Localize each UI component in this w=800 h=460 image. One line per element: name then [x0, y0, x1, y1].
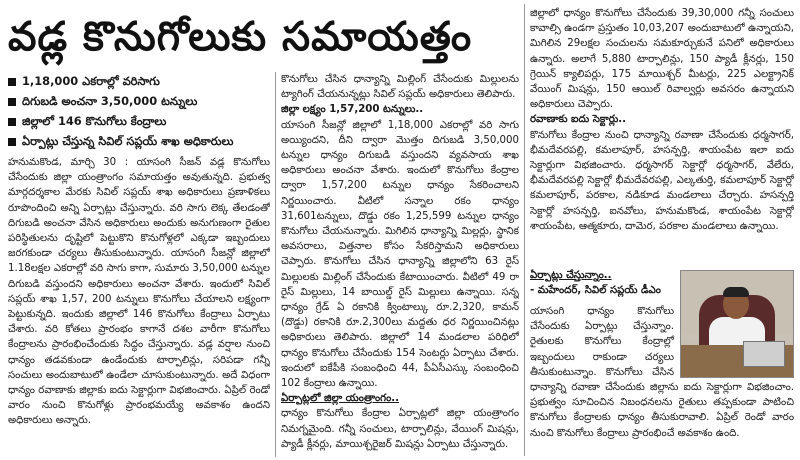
article-paragraph: కొనుగోలు చేసిన ధాన్యాన్ని మిల్లింగ్ చేసేందుకు మిల్లులను ట్యాగింగ్ చేయనున్నట్లు సివిల్ సప్లయ్ అధికారులు తెలిపారు. [281, 74, 519, 101]
article-column-3 [530, 6, 794, 268]
highlight-text: 1,18,000 ఎకరాల్లో వరిసాగు [22, 73, 160, 88]
highlight-item [8, 72, 270, 92]
article-body: హనుమకొండ, మార్చి 30 : యాసంగి సీజన్ వడ్ల కొనుగోలు చేసేందుకు జిల్లా యంత్రాంగం సమాయత్తం అవుతున్నది. ప్రభుత్వ మార్గదర్శకాల మేరకు సివిల్ సప్లయ్ శాఖ అధికారులు ప్రణాళికలు రూపొందించి అన్ని ఏర్పాట్లు చేస్తున్నారు. వరి సాగు లెక్క తేలడంతో దిగుబడి అంచనా వేసిన అధికారులు అందుకు అనుగుణంగా రైతుల పరిస్థితులను దృష్టిలో పెట్టుకొని కొనుగోళ్లలో ఎక్కడా ఇబ్బందులు జరగకుండా చర్యలు తీసుకుంటున్నారు. యాసంగి సీజన్లో జిల్లాలో 1.18లక్షల ఎకరాల్లో వరి సాగు కాగా, సుమారు 3,50,000 టన్నుల దిగుబడి వస్తుందని అధికారులు అంచనా వేశారు. ఇందులో సివిల్ సప్లయ్ శాఖ 1,57, 200 టన్నులు కొనుగోలు చేయాలని లక్ష్యంగా పెట్టుకున్నది. ఇందుకు జిల్లాలో 146 కొనుగోలు కేంద్రాలు ఏర్పాటు చేశారు. వరి కోతలు ప్రారంభం కాగానే దశల వారీగా కొనుగోలు కేంద్రాలను ప్రారంభించేందుకు సిద్ధం చేస్తున్నారు. వడ్ల వర్షాల నుంచి ధాన్యం తడవకుండా ఉండేందుకు టార్పాలిన్లు, సరిపడా గన్నీ సంచులు అందుబాటులో ఉండేలా చూసుకుంటున్నారు. అదే విధంగా ధాన్యం రవాణాకు జిల్లాకు ఐదు సెక్టార్లుగా విభజించారు. ఏప్రిల్ రెండో వారం నుంచి కొనుగోళ్లు ప్రారంభమయ్యే అవకాశం ఉందని అధికారులు అన్నారు. [8, 157, 270, 427]
bullet-square-icon [8, 118, 16, 126]
bullet-square-icon [8, 98, 16, 106]
column-divider [275, 72, 276, 457]
article-paragraph: యాసంగి ధాన్యం కొనుగోలు చేసేందుకు ఏర్పాట్లు చేస్తున్నాం. రైతులకు కొనుగోలు కేంద్రాల్లో ఇబ్బందులు రాకుండా చర్యలు తీసుకుంటున్నాం. కొనుగోలు చేసిన ధాన్యాన్ని రవాణా చేసేందుకు జిల్లాను ఐదు సెక్టార్లుగా విభజించాం. ప్రభుత్వం సూచించిన నిబంధనలను రైతులు తప్పకుండా పాటించి కొనుగోలు కేంద్రాలకు ధాన్యం తీసుకురావాలి. ఏప్రిల్ రెండో వారం నుంచి కొనుగోలు కేంద్రాలు ప్రారంభించే అవకాశం ఉంది. [530, 306, 794, 439]
quote-text [530, 304, 794, 456]
article-column-2 [281, 72, 519, 456]
highlights-list [8, 72, 270, 152]
highlight-item [8, 92, 270, 112]
subheading: జిల్లా లక్ష్యం 1,57,200 టన్నులు.. [281, 104, 424, 116]
byline: - మహేందర్, సివిల్ సప్లయ్ డీఎం [530, 285, 661, 297]
bullet-square-icon [8, 78, 16, 86]
bullet-square-icon [8, 138, 16, 146]
subheading: రవాణాకు ఐదు సెక్టార్లు.. [530, 114, 627, 126]
highlight-item [8, 112, 270, 132]
article-paragraph: యాసంగి సీజన్లో జిల్లాలో 1,18,000 ఎకరాల్లో వరి సాగు అయ్యిందని, దీని ద్వారా మొత్తం దిగుబడి 3,50,000 టన్నుల ధాన్యం దిగుబడి వస్తుందని వ్యవసాయ శాఖ అధికారులు అంచనా వేశారు. ఇందులో కొనుగోలు కేంద్రాల ద్వారా 1,57,200 టన్నుల ధాన్యం సేకరించాలని నిర్ణయించారు. వీటిలో సన్నాల రకం ధాన్యం 31,601టన్నులు, దొడ్డు రకం 1,25,599 టన్నుల ధాన్యం కొనుగోలు చేయనున్నారు. మిగిలిన ధాన్యాన్ని మిల్లర్లు, స్థానిక అవసరాలు, విత్తనాల కోసం సేకరిస్తామని అధికారులు చెప్పారు. కొనుగోలు చేసిన ధాన్యాన్ని జిల్లాలోని 63 రైస్ మిల్లులకు మిల్లింగ్ చేసేందుకు కేటాయించారు. వీటిలో 49 రా రైస్ మిల్లులు, 14 బాయిల్డ్ రైస్ మిల్లులు ఉన్నాయి. సన్న ధాన్యం గ్రేడ్ ఏ రకానికి క్వింటాల్కు రూ.2,320, కామన్ (దొడ్డు) రకానికి రూ.2,300లు మద్దతు ధర నిర్ణయించినట్లు అధికారులు తెలిపారు. జిల్లాలో 14 మండలాల పరిధిలో ధాన్యం కొనుగోలు చేసేందుకు 154 సెంటర్లు ఏర్పాటు చేశారు. ఇందులో ఐకేపీకి సంబంధించి 44, పీఏసీఎస్కు సంబంధించి 102 కేంద్రాలు ఉన్నాయి. [281, 119, 519, 390]
article-column-1 [8, 155, 270, 455]
highlight-text: దిగుబడి అంచనా 3,50,000 టన్నులు [22, 93, 198, 108]
headline: వడ్ల కొనుగోలుకు సమాయత్తం [8, 14, 473, 60]
highlight-text: జిల్లాలో 146 కొనుగోలు కేంద్రాలు [22, 113, 167, 128]
highlight-item [8, 132, 270, 152]
column-divider [524, 4, 525, 456]
highlight-text: ఏర్పాట్లు చేస్తున్న సివిల్ సప్లయ్ శాఖ అధికారులు [22, 133, 234, 148]
article-paragraph: ధాన్యం కొనుగోలు కేంద్రాల ఏర్పాట్లలో జిల్లా యంత్రాంగం నిమగ్నమైంది. గన్నీ సంచులు, టార్పాలిన్లు, వేయింగ్ మిషన్లు, ప్యాడీ క్లీనర్లు, మాయిశ్చరైజర్ మిషన్లు ఏర్పాటు చేస్తున్నారు. [281, 408, 519, 450]
article-paragraph: కొనుగోలు కేంద్రాల నుంచి ధాన్యాన్ని రవాణా చేసేందుకు ధర్మసాగర్, భీమదేవరపల్లి, కమలాపూర్, హసన్పర్తి, శాయంపేట ఇలా ఐదు సెక్టార్లుగా విభజించారు. ధర్మసాగర్ సెక్టార్లో ధర్మసాగర్, వేలేరు, భీమదేవరపల్లి సెక్టార్లో భీమదేవరపల్లి, ఎల్కతుర్తి, కమలాపూర్ సెక్టార్లో కమలాపూర్, పరకాల, నడికూడ మండలాలు చేర్చారు. హసన్పర్తి సెక్టార్లో హసన్పర్తి, ఐనవోలు, హనుమకొండ, శాయంపేట సెక్టార్లో శాయంపేట, ఆత్మకూరు, దామెర, పరకాల మండలాలు ఉన్నాయి. [530, 129, 794, 232]
article-paragraph: జిల్లాలో ధాన్యం కొనుగోలు చేసేందుకు 39,30,000 గన్నీ సంచులు కావాల్సి ఉండగా ప్రస్తుతం 10,03,207 అందుబాటులో ఉన్నాయని, మిగిలిన 29లక్షల సంచులను సమకూర్చుకునే పనిలో అధికారులు ఉన్నారు. అలాగే 5,880 టార్పాలిన్లు, 150 ప్యాడీ క్లీనర్లు, 150 గ్రెయిన్ క్యాలిపర్లు, 175 మాయిశ్చర్ మీటర్లు, 225 ఎలక్ట్రానిక్ వేయింగ్ మిషన్లు, 150 ఆయిల్ రివాల్వర్లు అవసరం ఉన్నాయని అధికారులు చెప్పారు. [530, 8, 794, 111]
subheading: ఏర్పాట్లలో జిల్లా యంత్రాంగం.. [281, 393, 399, 405]
subheading: ఏర్పాట్లు చేస్తున్నాం.. [530, 270, 612, 281]
